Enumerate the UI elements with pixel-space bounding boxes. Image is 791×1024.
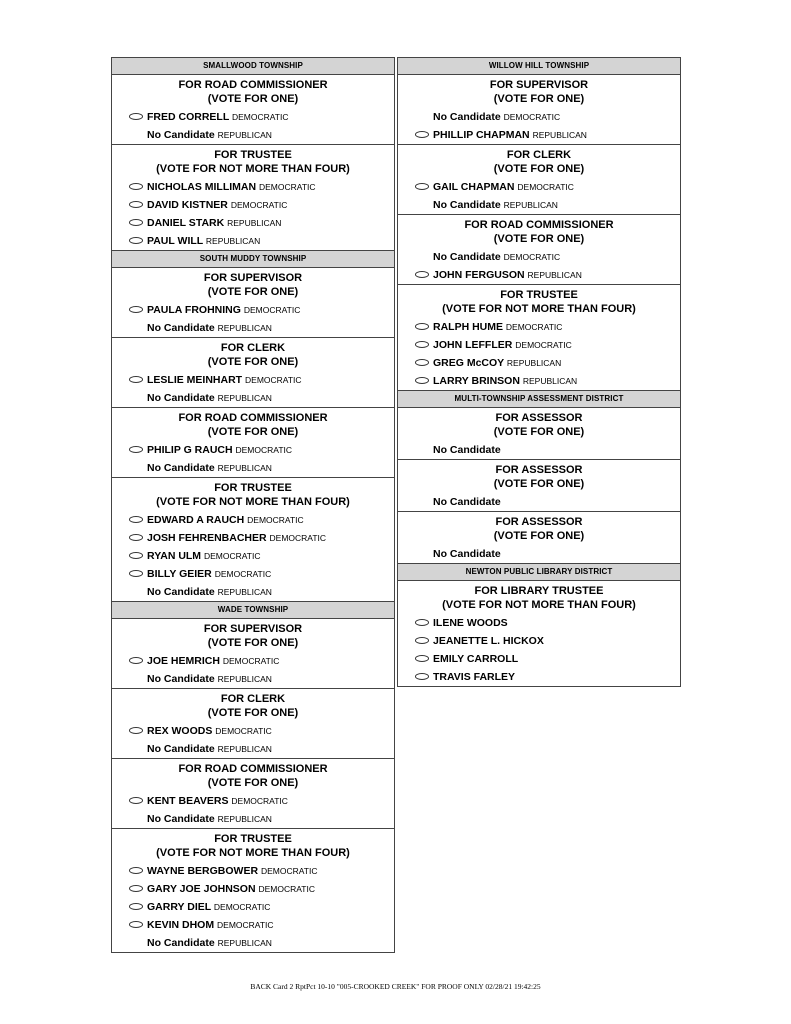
candidate-row[interactable] (398, 614, 680, 632)
vote-instruction: (VOTE FOR NOT MORE THAN FOUR) (156, 846, 350, 859)
candidate-name: DAVID KISTNER (147, 199, 228, 211)
candidate-party: DEMOCRATIC (213, 902, 271, 912)
candidate-label (433, 126, 587, 144)
candidate-label (147, 670, 272, 688)
candidate-party: REPUBLICAN (217, 393, 272, 403)
contest-title (398, 145, 680, 178)
candidate-party: REPUBLICAN (503, 200, 558, 210)
contest-box (397, 144, 681, 214)
candidate-label (147, 740, 272, 758)
candidate-label (433, 178, 574, 196)
candidate-name: LARRY BRINSON (433, 375, 520, 387)
candidate-label (147, 529, 326, 547)
vote-oval[interactable] (129, 657, 143, 664)
candidate-party: DEMOCRATIC (203, 551, 261, 561)
office-name: FOR CLERK (506, 149, 572, 161)
candidate-party: REPUBLICAN (217, 744, 272, 754)
vote-oval[interactable] (129, 376, 143, 383)
candidate-row[interactable] (112, 792, 394, 810)
candidate-label (147, 652, 279, 670)
vote-oval[interactable] (129, 237, 143, 244)
contest-title (112, 619, 394, 652)
candidate-label (147, 898, 270, 916)
office-name: FOR TRUSTEE (500, 289, 578, 301)
contest-title (112, 75, 394, 108)
candidate-name: GREG McCOY (433, 357, 504, 369)
contest-title (112, 829, 394, 862)
vote-oval[interactable] (415, 377, 429, 384)
candidate-label (433, 493, 501, 511)
contest-title (398, 285, 680, 318)
candidate-party: DEMOCRATIC (231, 796, 288, 806)
candidate-row (398, 196, 680, 214)
district-header: NEWTON PUBLIC LIBRARY DISTRICT (397, 563, 681, 580)
candidate-party: REPUBLICAN (217, 938, 272, 948)
candidate-party: DEMOCRATIC (247, 515, 304, 525)
vote-instruction: (VOTE FOR ONE) (207, 425, 299, 438)
candidate-label (147, 511, 304, 529)
candidate-label (147, 722, 272, 740)
candidate-row[interactable] (398, 632, 680, 650)
office-name: FOR TRUSTEE (214, 482, 292, 494)
candidate-row[interactable] (398, 372, 680, 390)
contest-box (397, 580, 681, 687)
candidate-label (147, 583, 272, 601)
candidate-party: REPUBLICAN (522, 376, 578, 386)
contest-title (398, 460, 680, 493)
vote-instruction: (VOTE FOR ONE) (493, 162, 585, 175)
vote-instruction: (VOTE FOR NOT MORE THAN FOUR) (442, 598, 636, 611)
candidate-label (147, 916, 274, 934)
office-name: FOR ASSESSOR (495, 412, 583, 424)
candidate-party: DEMOCRATIC (517, 182, 574, 192)
office-name: FOR ASSESSOR (495, 516, 583, 528)
contest-box (111, 758, 395, 828)
candidate-label (433, 108, 560, 126)
candidate-label (433, 336, 572, 354)
office-name: FOR ROAD COMMISSIONER (178, 763, 328, 775)
candidate-row[interactable] (398, 668, 680, 686)
candidate-row[interactable] (112, 898, 394, 916)
candidate-party: DEMOCRATIC (259, 182, 316, 192)
vote-instruction: (VOTE FOR ONE) (493, 92, 585, 105)
candidate-name: ILENE WOODS (433, 617, 508, 629)
candidate-name: PAULA FROHNING (147, 304, 241, 316)
office-name: FOR TRUSTEE (214, 833, 292, 845)
vote-oval[interactable] (415, 131, 429, 138)
candidate-row (112, 319, 394, 337)
candidate-name: No Candidate (433, 199, 501, 211)
contest-title (398, 512, 680, 545)
candidate-row[interactable] (112, 232, 394, 250)
candidate-row (112, 583, 394, 601)
candidate-name: No Candidate (147, 322, 215, 334)
contest-box (111, 477, 395, 601)
vote-oval[interactable] (129, 570, 143, 577)
candidate-name: WAYNE BERGBOWER (147, 865, 259, 877)
contest-title (112, 145, 394, 178)
candidate-party: REPUBLICAN (227, 218, 282, 228)
candidate-name: No Candidate (147, 813, 215, 825)
candidate-name: DANIEL STARK (147, 217, 225, 229)
contest-title (112, 689, 394, 722)
candidate-label (147, 810, 272, 828)
candidate-label (147, 862, 317, 880)
candidate-name: GARRY DIEL (147, 901, 211, 913)
candidate-party: DEMOCRATIC (217, 920, 274, 930)
contest-title (398, 408, 680, 441)
contest-box (111, 74, 395, 144)
candidate-label (147, 196, 287, 214)
candidate-name: GARY JOE JOHNSON (147, 883, 256, 895)
vote-oval[interactable] (129, 219, 143, 226)
office-name: FOR ROAD COMMISSIONER (178, 79, 328, 91)
candidate-row[interactable] (112, 301, 394, 319)
vote-oval[interactable] (129, 867, 143, 874)
contest-title (112, 338, 394, 371)
candidate-row[interactable] (112, 196, 394, 214)
contest-box (397, 407, 681, 459)
candidate-label (147, 319, 272, 337)
candidate-label (147, 214, 281, 232)
contest-box (397, 284, 681, 390)
candidate-row (398, 545, 680, 563)
candidate-name: No Candidate (433, 251, 501, 263)
candidate-party: DEMOCRATIC (215, 726, 272, 736)
contest-title (112, 408, 394, 441)
vote-instruction: (VOTE FOR ONE) (493, 232, 585, 245)
candidate-row (398, 493, 680, 511)
candidate-label (433, 248, 560, 266)
candidate-row[interactable] (112, 529, 394, 547)
candidate-party: REPUBLICAN (217, 814, 272, 824)
vote-oval[interactable] (129, 903, 143, 910)
candidate-name: REX WOODS (147, 725, 213, 737)
vote-instruction: (VOTE FOR ONE) (493, 477, 585, 490)
candidate-label (147, 880, 315, 898)
candidate-party: REPUBLICAN (527, 270, 582, 280)
vote-oval[interactable] (415, 271, 429, 278)
candidate-row (112, 670, 394, 688)
candidate-label (433, 545, 501, 563)
candidate-name: No Candidate (433, 111, 501, 123)
district-header: SOUTH MUDDY TOWNSHIP (111, 250, 395, 267)
office-name: FOR SUPERVISOR (203, 272, 303, 284)
candidate-label (147, 792, 288, 810)
contest-box (111, 407, 395, 477)
candidate-label (433, 668, 515, 686)
candidate-label (147, 371, 302, 389)
vote-oval[interactable] (415, 359, 429, 366)
candidate-label (147, 178, 316, 196)
candidate-row[interactable] (112, 722, 394, 740)
candidate-label (147, 389, 272, 407)
district-header: WILLOW HILL TOWNSHIP (397, 57, 681, 74)
vote-instruction: (VOTE FOR ONE) (207, 776, 299, 789)
candidate-row[interactable] (398, 178, 680, 196)
candidate-name: BILLY GEIER (147, 568, 212, 580)
contest-box (397, 511, 681, 563)
candidate-name: GAIL CHAPMAN (433, 181, 515, 193)
candidate-label (433, 614, 508, 632)
vote-oval[interactable] (129, 446, 143, 453)
candidate-party: REPUBLICAN (217, 130, 272, 140)
vote-oval[interactable] (129, 885, 143, 892)
candidate-party: DEMOCRATIC (505, 322, 563, 332)
candidate-row[interactable] (112, 916, 394, 934)
candidate-party: DEMOCRATIC (231, 112, 289, 122)
district-header: WADE TOWNSHIP (111, 601, 395, 618)
candidate-party: REPUBLICAN (506, 358, 562, 368)
office-name: FOR SUPERVISOR (489, 79, 589, 91)
candidate-party: REPUBLICAN (217, 323, 272, 333)
candidate-name: JEANETTE L. HICKOX (433, 635, 544, 647)
contest-title (112, 478, 394, 511)
candidate-label (147, 108, 289, 126)
contest-box (111, 144, 395, 250)
candidate-name: JOHN FERGUSON (433, 269, 525, 281)
contest-title (112, 759, 394, 792)
vote-oval[interactable] (415, 637, 429, 644)
office-name: FOR LIBRARY TRUSTEE (474, 585, 604, 597)
vote-instruction: (VOTE FOR ONE) (493, 425, 585, 438)
candidate-party: DEMOCRATIC (230, 200, 288, 210)
vote-oval[interactable] (129, 797, 143, 804)
candidate-name: KEVIN DHOM (147, 919, 215, 931)
vote-oval[interactable] (129, 516, 143, 523)
candidate-row (112, 389, 394, 407)
candidate-party: REPUBLICAN (217, 463, 272, 473)
candidate-row[interactable] (112, 511, 394, 529)
vote-oval[interactable] (415, 341, 429, 348)
candidate-party: DEMOCRATIC (258, 884, 315, 894)
candidate-name: RYAN ULM (147, 550, 202, 562)
vote-oval[interactable] (415, 655, 429, 662)
candidate-label (147, 126, 272, 144)
vote-oval[interactable] (129, 534, 143, 541)
candidate-name: No Candidate (433, 444, 501, 456)
candidate-row[interactable] (112, 371, 394, 389)
candidate-label (147, 547, 261, 565)
candidate-name: JOE HEMRICH (147, 655, 220, 667)
contest-box (111, 337, 395, 407)
contest-title (398, 75, 680, 108)
contest-title (398, 215, 680, 248)
candidate-row[interactable] (398, 126, 680, 144)
candidate-label (147, 441, 292, 459)
candidate-label (433, 632, 544, 650)
candidate-party: DEMOCRATIC (515, 340, 572, 350)
candidate-party: DEMOCRATIC (235, 445, 293, 455)
candidate-party: DEMOCRATIC (269, 533, 327, 543)
candidate-name: No Candidate (147, 743, 215, 755)
vote-oval[interactable] (129, 113, 143, 120)
candidate-party: DEMOCRATIC (503, 252, 561, 262)
candidate-name: RALPH HUME (433, 321, 503, 333)
candidate-row (112, 459, 394, 477)
candidate-party: REPUBLICAN (217, 674, 272, 684)
vote-oval[interactable] (415, 323, 429, 330)
candidate-row (112, 740, 394, 758)
candidate-party: DEMOCRATIC (243, 305, 301, 315)
vote-oval[interactable] (415, 673, 429, 680)
candidate-name: No Candidate (147, 586, 215, 598)
candidate-name: NICHOLAS MILLIMAN (147, 181, 257, 193)
district-header: MULTI-TOWNSHIP ASSESSMENT DISTRICT (397, 390, 681, 407)
candidate-party: REPUBLICAN (532, 130, 587, 140)
ballot-column-left (111, 57, 395, 953)
vote-oval[interactable] (415, 619, 429, 626)
candidate-party: REPUBLICAN (217, 587, 272, 597)
vote-oval[interactable] (129, 921, 143, 928)
office-name: FOR ASSESSOR (495, 464, 583, 476)
candidate-row[interactable] (112, 862, 394, 880)
candidate-name: No Candidate (147, 673, 215, 685)
candidate-row[interactable] (112, 547, 394, 565)
candidate-name: EDWARD A RAUCH (147, 514, 245, 526)
candidate-row[interactable] (398, 266, 680, 284)
candidate-row (398, 248, 680, 266)
district-header: SMALLWOOD TOWNSHIP (111, 57, 395, 74)
candidate-row[interactable] (112, 880, 394, 898)
proof-footer: BACK Card 2 RptPct 10-10 "005-CROOKED CREEK" FOR PROOF ONLY 02/28/21 19:42:25 (250, 982, 541, 991)
candidate-name: No Candidate (147, 462, 215, 474)
office-name: FOR CLERK (220, 342, 286, 354)
contest-box (111, 828, 395, 953)
candidate-row[interactable] (398, 336, 680, 354)
vote-oval[interactable] (129, 306, 143, 313)
candidate-name: JOSH FEHRENBACHER (147, 532, 267, 544)
candidate-label (147, 232, 260, 250)
office-name: FOR SUPERVISOR (203, 623, 303, 635)
candidate-row (398, 441, 680, 459)
candidate-row (112, 126, 394, 144)
candidate-name: PAUL WILL (147, 235, 203, 247)
candidate-label (147, 565, 271, 583)
vote-instruction: (VOTE FOR ONE) (207, 355, 299, 368)
candidate-row[interactable] (398, 650, 680, 668)
office-name: FOR TRUSTEE (214, 149, 292, 161)
candidate-party: DEMOCRATIC (260, 866, 318, 876)
contest-box (397, 214, 681, 284)
vote-oval[interactable] (129, 201, 143, 208)
candidate-name: JOHN LEFFLER (433, 339, 513, 351)
vote-oval[interactable] (129, 552, 143, 559)
candidate-name: No Candidate (147, 937, 215, 949)
contest-box (111, 267, 395, 337)
candidate-name: No Candidate (433, 496, 501, 508)
candidate-label (433, 266, 582, 284)
candidate-name: PHILIP G RAUCH (147, 444, 233, 456)
contest-box (397, 74, 681, 144)
candidate-row[interactable] (112, 108, 394, 126)
vote-instruction: (VOTE FOR NOT MORE THAN FOUR) (156, 495, 350, 508)
office-name: FOR ROAD COMMISSIONER (178, 412, 328, 424)
candidate-label (147, 934, 272, 952)
candidate-row[interactable] (398, 354, 680, 372)
candidate-label (433, 354, 561, 372)
candidate-name: PHILLIP CHAPMAN (433, 129, 530, 141)
candidate-name: KENT BEAVERS (147, 795, 229, 807)
candidate-row[interactable] (112, 652, 394, 670)
candidate-party: DEMOCRATIC (214, 569, 272, 579)
candidate-label (433, 196, 558, 214)
vote-instruction: (VOTE FOR ONE) (207, 92, 299, 105)
candidate-row[interactable] (112, 178, 394, 196)
candidate-label (147, 459, 272, 477)
contest-box (111, 688, 395, 758)
candidate-row (112, 934, 394, 952)
vote-oval[interactable] (129, 183, 143, 190)
candidate-name: No Candidate (147, 129, 215, 141)
vote-oval[interactable] (415, 183, 429, 190)
candidate-name: LESLIE MEINHART (147, 374, 243, 386)
vote-instruction: (VOTE FOR ONE) (493, 529, 585, 542)
vote-instruction: (VOTE FOR NOT MORE THAN FOUR) (442, 302, 636, 315)
contest-box (111, 618, 395, 688)
office-name: FOR ROAD COMMISSIONER (464, 219, 614, 231)
vote-oval[interactable] (129, 727, 143, 734)
candidate-label (433, 441, 501, 459)
candidate-row[interactable] (398, 318, 680, 336)
candidate-row[interactable] (112, 441, 394, 459)
candidate-party: REPUBLICAN (205, 236, 261, 246)
candidate-name: EMILY CARROLL (433, 653, 519, 665)
vote-instruction: (VOTE FOR NOT MORE THAN FOUR) (156, 162, 350, 175)
candidate-label (433, 650, 518, 668)
candidate-label (433, 318, 562, 336)
candidate-name: No Candidate (433, 548, 501, 560)
candidate-label (147, 301, 300, 319)
candidate-party: DEMOCRATIC (245, 375, 302, 385)
candidate-row[interactable] (112, 565, 394, 583)
contest-title (398, 581, 680, 614)
candidate-party: DEMOCRATIC (222, 656, 280, 666)
vote-instruction: (VOTE FOR ONE) (207, 285, 299, 298)
candidate-label (433, 372, 577, 390)
candidate-party: DEMOCRATIC (503, 112, 561, 122)
candidate-row (112, 810, 394, 828)
candidate-name: TRAVIS FARLEY (433, 671, 516, 683)
candidate-row (398, 108, 680, 126)
office-name: FOR CLERK (220, 693, 286, 705)
candidate-name: FRED CORRELL (147, 111, 230, 123)
ballot-column-right (397, 57, 681, 687)
candidate-row[interactable] (112, 214, 394, 232)
contest-box (397, 459, 681, 511)
candidate-name: No Candidate (147, 392, 215, 404)
vote-instruction: (VOTE FOR ONE) (207, 706, 299, 719)
contest-title (112, 268, 394, 301)
vote-instruction: (VOTE FOR ONE) (207, 636, 299, 649)
